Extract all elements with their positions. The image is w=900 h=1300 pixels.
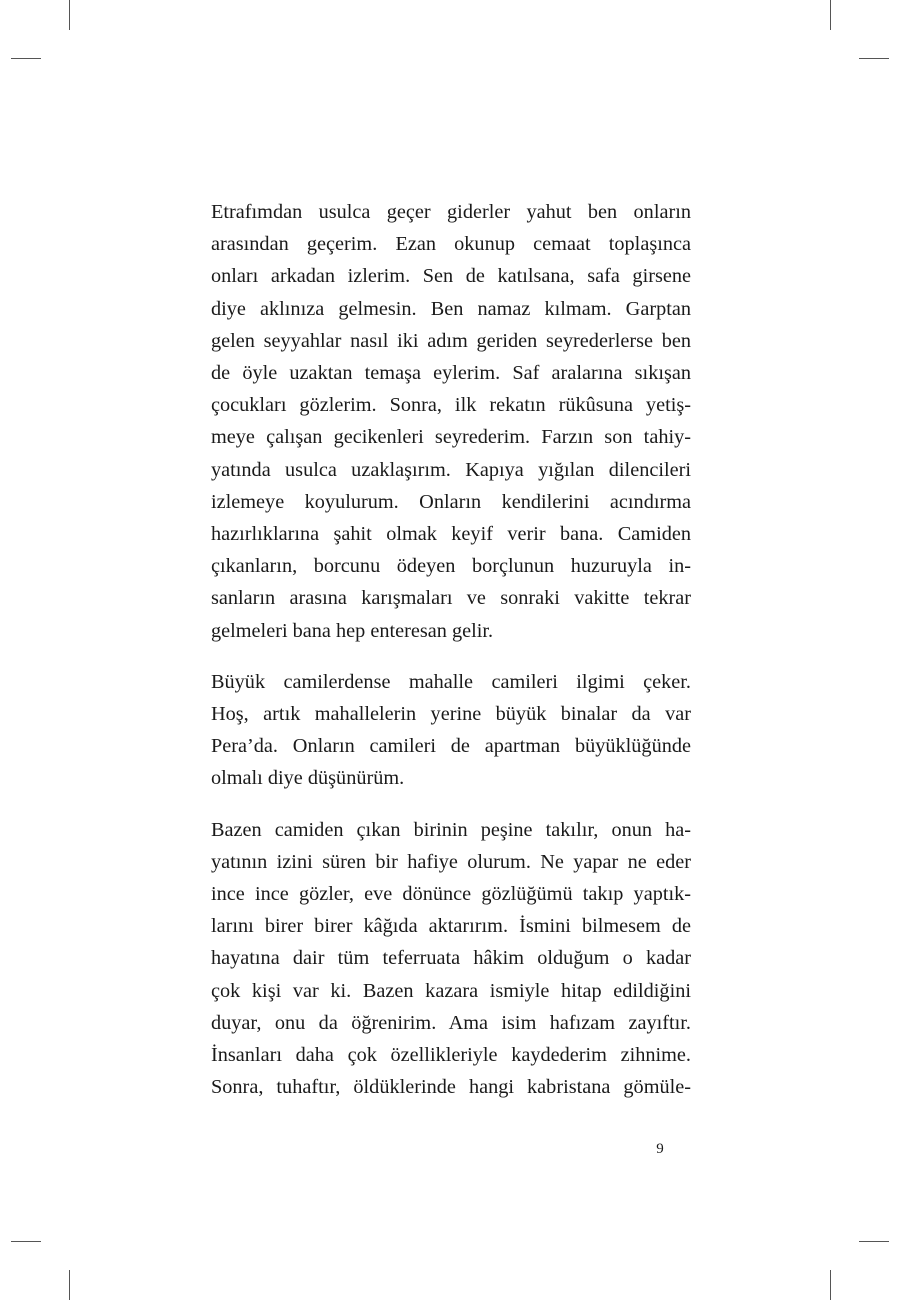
text-line: gelen seyyahlar nasıl iki adım geriden seyrederlerse ben (211, 329, 691, 352)
text-line: Hoş, artık mahallelerin yerine büyük binalar da var (211, 703, 691, 726)
text-line: gelmeleri bana hep enteresan gelir. (211, 619, 494, 642)
text-line: Etrafımdan usulca geçer giderler yahut ben onların (211, 201, 691, 223)
paragraph-1 (211, 196, 691, 647)
body-text (211, 196, 691, 1103)
text-line: yatında usulca uzaklaşırım. Kapıya yığılan dilencileri (211, 458, 691, 481)
text-line: diye aklınıza gelmesin. Ben namaz kılmam. Garptan (211, 297, 691, 320)
text-line: de öyle uzaktan temaşa eylerim. Saf aralarına sıkışan (211, 362, 691, 385)
crop-mark-right-upper (859, 58, 889, 59)
crop-mark-right-lower (859, 1241, 889, 1242)
text-line: çocukları gözlerim. Sonra, ilk rekatın rükûsuna yetiş- (211, 394, 691, 417)
text-line: meye çalışan gecikenleri seyrederim. Farzın son tahiy- (211, 426, 691, 449)
text-line: onları arkadan izlerim. Sen de katılsana, safa girsene (211, 265, 691, 288)
text-line: hazırlıklarına şahit olmak keyif verir bana. Camiden (211, 523, 691, 546)
crop-mark-top-left (69, 0, 70, 30)
text-line: izlemeye koyulurum. Onların kendilerini acındırma (211, 490, 691, 513)
crop-mark-top-right (830, 0, 831, 30)
crop-mark-left-upper (11, 58, 41, 59)
text-line: çok kişi var ki. Bazen kazara ismiyle hitap edildiğini (211, 979, 691, 1002)
text-line: çıkanların, borcunu ödeyen borçlunun huzuruyla in- (211, 555, 691, 578)
text-line: yatının izini süren bir hafiye olurum. Ne yapar ne eder (211, 850, 691, 873)
text-line: arasından geçerim. Ezan okunup cemaat toplaşınca (211, 233, 691, 256)
text-line: olmalı diye düşünürüm. (211, 767, 405, 790)
page-number: 9 (656, 1141, 664, 1157)
crop-mark-left-lower (11, 1241, 41, 1242)
text-line: Sonra, tuhaftır, öldüklerinde hangi kabristana gömüle- (211, 1076, 691, 1099)
paragraph-3 (211, 814, 691, 1104)
text-line: Pera’da. Onların camileri de apartman büyüklüğünde (211, 735, 691, 758)
text-line: ince ince gözler, eve dönünce gözlüğümü takıp yaptık- (211, 883, 691, 906)
text-line: Bazen camiden çıkan birinin peşine takılır, onun ha- (211, 818, 691, 841)
crop-mark-bottom-right (830, 1270, 831, 1300)
text-line: duyar, onu da öğrenirim. Ama isim hafızam zayıftır. (211, 1011, 691, 1034)
text-line: İnsanları daha çok özellikleriyle kaydederim zihnime. (211, 1044, 691, 1067)
text-line: larını birer birer kâğıda aktarırım. İsmini bilmesem de (211, 915, 691, 938)
crop-mark-bottom-left (69, 1270, 70, 1300)
text-line: sanların arasına karışmaları ve sonraki vakitte tekrar (211, 587, 691, 610)
paragraph-2 (211, 666, 691, 795)
text-line: hayatına dair tüm teferruata hâkim olduğum o kadar (211, 947, 691, 970)
text-line: Büyük camilerdense mahalle camileri ilgimi çeker. (211, 670, 691, 693)
